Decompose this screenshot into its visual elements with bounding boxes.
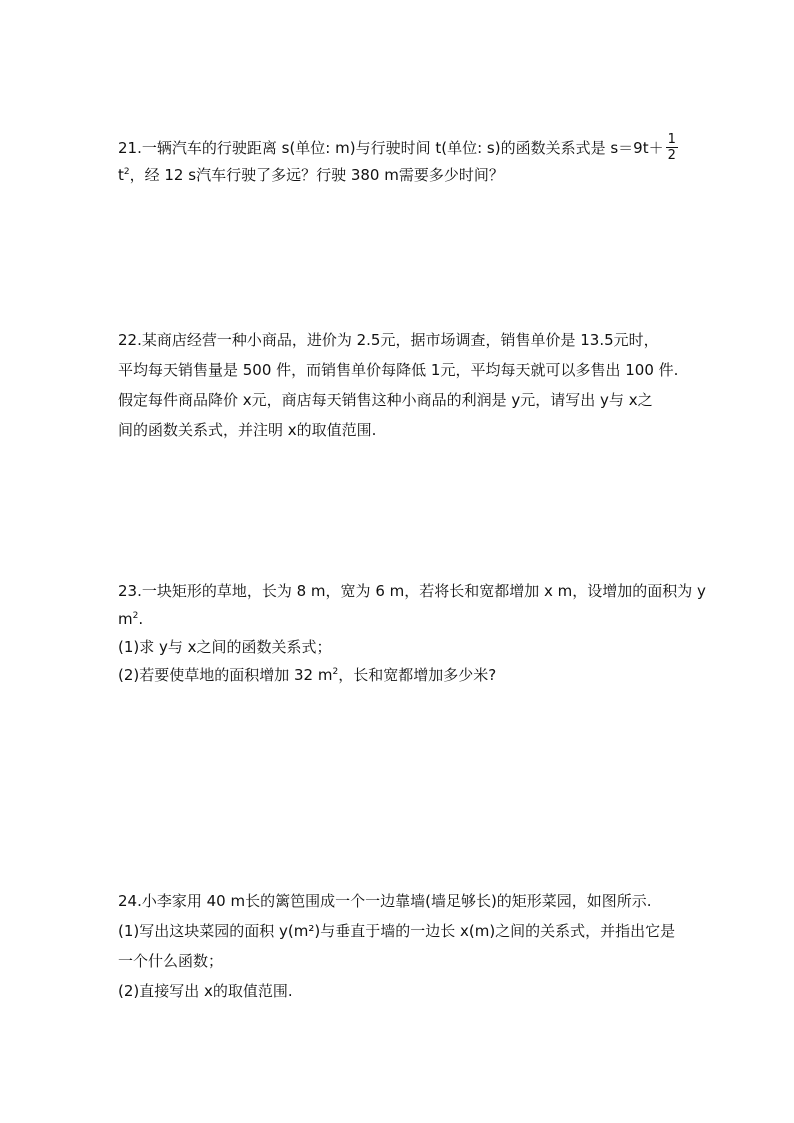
problem-23-part-1: (1)求 y与 x之间的函数关系式；: [118, 638, 332, 656]
m2-exponent: 2: [332, 667, 339, 677]
problem-23: [118, 581, 708, 685]
problem-23-line-2: [118, 609, 708, 629]
problem-23-period: .: [138, 610, 144, 628]
problem-22-line-2: 平均每天销售量是 500 件，而销售单价每降低 1元，平均每天就可以多售出 100 件.: [118, 361, 679, 379]
t-variable: t: [118, 166, 124, 184]
problem-24-part-2: (2)直接写出 x的取值范围.: [118, 982, 293, 1000]
problem-23-part-2: [118, 665, 708, 685]
problem-21: [118, 133, 708, 185]
t-exponent: 2: [123, 167, 130, 177]
problem-24-part-1: (1)写出这块菜园的面积 y(m²)与垂直于墙的一边长 x(m)之间的关系式，并指出它是: [118, 922, 676, 940]
problem-24: [118, 891, 708, 1001]
problem-22-line-3: 假定每件商品降价 x元，商店每天销售这种小商品的利润是 y元，请写出 y与 x之: [118, 391, 653, 409]
problem-23-part-2-tail: ，长和宽都增加多少米?: [338, 666, 497, 684]
problem-22: [118, 330, 708, 440]
problem-22-line-1: 22.某商店经营一种小商品，进价为 2.5元，据市场调查，销售单价是 13.5元时，: [118, 331, 659, 349]
problem-23-part-2-text: (2)若要使草地的面积增加 32 m: [118, 666, 333, 684]
problem-24-line-3: 一个什么函数；: [118, 952, 224, 970]
problem-21-text-1: 21.一辆汽车的行驶距离 s(单位: m)与行驶时间 t(单位: s)的函数关系式是 s＝9t＋: [118, 139, 664, 157]
problem-24-line-1: 24.小李家用 40 m长的篱笆围成一个一边靠墙(墙足够长)的矩形菜园，如图所示.: [118, 892, 652, 910]
fraction-numerator: 1: [667, 132, 676, 147]
problem-21-line-2: [118, 165, 708, 185]
problem-21-text-2: ，经 12 s汽车行驶了多远？行驶 380 m需要多少时间？: [129, 166, 504, 184]
problem-21-line-1: [118, 132, 708, 163]
fraction-one-half: [666, 132, 678, 163]
problem-23-line-1: 23.一块矩形的草地，长为 8 m，宽为 6 m，若将长和宽都增加 x m，设增加的面积为 y: [118, 582, 706, 600]
problem-22-line-4: 间的函数关系式，并注明 x的取值范围.: [118, 421, 377, 439]
m-exponent: 2: [132, 611, 139, 621]
problem-23-m-unit: m: [118, 610, 133, 628]
fraction-denominator: 2: [667, 148, 676, 163]
